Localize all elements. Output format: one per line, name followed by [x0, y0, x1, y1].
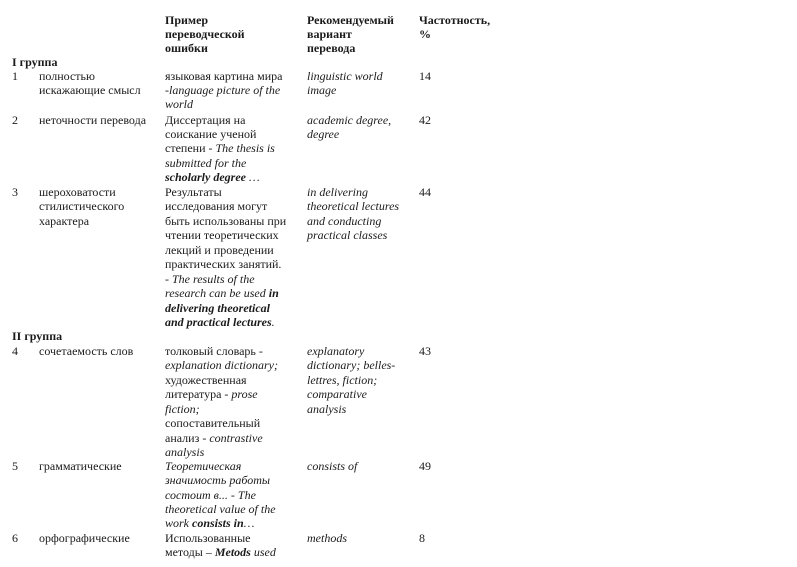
header-example-line-2: переводческой [165, 27, 245, 41]
row-3-example-bold-end: and practical lectures [165, 315, 272, 329]
row-4-variant-line-3: lettres, fiction; [307, 373, 378, 387]
row-4-example-line-4 [165, 387, 258, 402]
row-4-example-en-2: contrastive [209, 431, 263, 445]
row-6-number: 6 [12, 531, 18, 545]
row-5-example-line-3: состоит в... - The [165, 488, 256, 502]
row-3-example-line-5: лекций и проведении [165, 243, 274, 257]
row-5-example-line-1: Теоретическая [165, 459, 242, 473]
row-2-example-ellipsis: … [245, 170, 260, 184]
row-6-variant-line-1: methods [307, 531, 347, 545]
row-4-example-line-5: fiction; [165, 402, 200, 416]
row-4-frequency: 43 [419, 344, 431, 358]
row-4-example-line-3: художественная [165, 373, 247, 387]
row-4-example-line-8: analysis [165, 445, 205, 459]
row-2-example-ru: степени - [165, 141, 216, 155]
row-4-example-line-2: explanation dictionary; [165, 358, 278, 372]
row-3-example-en: research can be used [165, 286, 269, 300]
row-1-number: 1 [12, 69, 18, 83]
row-4-example-ru: литература - [165, 387, 232, 401]
row-3-variant-line-4: practical classes [307, 228, 388, 242]
row-4-variant-line-1: explanatory [307, 344, 365, 358]
header-frequency-line-1: Частотность, [419, 13, 491, 27]
row-4-number: 4 [12, 344, 18, 358]
row-3-variant-line-1: in delivering [307, 185, 368, 199]
row-1-example-line-2: -language picture of the [165, 83, 281, 97]
row-6-example-used: used [250, 545, 276, 559]
row-3-example-line-10 [165, 315, 275, 330]
row-3-type-line-3: характера [39, 214, 90, 228]
row-3-example-line-4: чтении теоретических [165, 228, 279, 242]
row-3-example-bold-in: in [268, 286, 279, 300]
row-3-example-line-1: Результаты [165, 185, 222, 199]
row-2-example-line-2: соискание ученой [165, 127, 257, 141]
row-5-number: 5 [12, 459, 18, 473]
row-2-example-line-4: submitted for the [165, 156, 247, 170]
row-5-frequency: 49 [419, 459, 431, 473]
row-5-example-work: work [165, 516, 192, 530]
row-3-type-line-2: стилистического [39, 199, 125, 213]
row-6-example-line-1: Использованные [165, 531, 251, 545]
row-6-type-line-1: орфографические [39, 531, 130, 545]
row-3-example-line-2: исследования могут [165, 199, 268, 213]
header-variant-line-3: перевода [307, 41, 356, 55]
row-4-variant-line-2: dictionary; belles- [307, 358, 396, 372]
header-variant-line-1: Рекомендуемый [307, 13, 394, 27]
row-2-frequency: 42 [419, 113, 431, 127]
row-5-example-line-4: theoretical value of the [165, 502, 276, 516]
row-5-variant-line-1: consists of [307, 459, 358, 473]
row-3-number: 3 [12, 185, 18, 199]
row-2-type-line-1: неточности перевода [39, 113, 147, 127]
row-4-example-line-7 [165, 431, 263, 446]
row-3-variant-line-3: and conducting [307, 214, 382, 228]
row-3-example-line-9: delivering theoretical [165, 301, 270, 315]
row-1-type-line-2: искажающие смысл [39, 83, 141, 97]
row-4-example-line-1: толковый словарь - [165, 344, 263, 358]
row-3-example-line-6: практических занятий. [165, 257, 282, 271]
row-1-variant-line-2: image [307, 83, 337, 97]
header-example-line-1: Пример [165, 13, 209, 27]
row-5-example-bold: consists in [192, 516, 244, 530]
row-2-variant-line-1: academic degree, [307, 113, 392, 127]
row-2-variant-line-2: degree [307, 127, 340, 141]
row-2-example-bold: scholarly degree [165, 170, 246, 184]
header-frequency-line-2: % [419, 27, 431, 41]
row-3-example-line-3: быть использованы при [165, 214, 287, 228]
row-4-type-line-1: сочетаемость слов [39, 344, 134, 358]
row-4-example-line-6: сопоставительный [165, 416, 261, 430]
row-2-example-line-5 [165, 170, 260, 185]
row-2-example-en: The thesis is [215, 141, 275, 155]
row-6-frequency: 8 [419, 531, 425, 545]
row-5-example-ellipsis: … [243, 516, 255, 530]
row-2-number: 2 [12, 113, 18, 127]
row-1-frequency: 14 [419, 69, 431, 83]
row-1-example-line-3: world [165, 97, 194, 111]
row-3-type-line-1: шероховатости [39, 185, 116, 199]
row-6-example-bold: Metods [214, 545, 251, 559]
row-3-example-line-7: - The results of the [165, 272, 255, 286]
row-5-example-line-5 [165, 516, 254, 531]
row-4-variant-line-4: comparative [307, 387, 367, 401]
row-3-example-line-8 [165, 286, 279, 301]
row-1-type-line-1: полностью [39, 69, 95, 83]
row-2-example-line-3 [165, 141, 275, 156]
group-1-title: I группа [12, 55, 58, 69]
row-1-variant-line-1: linguistic world [307, 69, 383, 83]
header-example-line-3: ошибки [165, 41, 208, 55]
group-2-title: II группа [12, 329, 63, 343]
row-3-variant-line-2: theoretical lectures [307, 199, 400, 213]
row-2-example-line-1: Диссертация на [165, 113, 246, 127]
header-variant-line-2: вариант [307, 27, 352, 41]
row-4-variant-line-5: analysis [307, 402, 347, 416]
row-4-example-ru-2: анализ - [165, 431, 210, 445]
row-1-example-line-1: языковая картина мира [165, 69, 283, 83]
row-6-example-line-2 [165, 545, 276, 560]
row-5-example-line-2: значимость работы [165, 473, 270, 487]
row-4-example-en: prose [231, 387, 258, 401]
row-6-example-ru: методы – [165, 545, 215, 559]
row-5-type-line-1: грамматические [39, 459, 122, 473]
row-3-example-period: . [271, 315, 275, 329]
row-3-frequency: 44 [419, 185, 431, 199]
